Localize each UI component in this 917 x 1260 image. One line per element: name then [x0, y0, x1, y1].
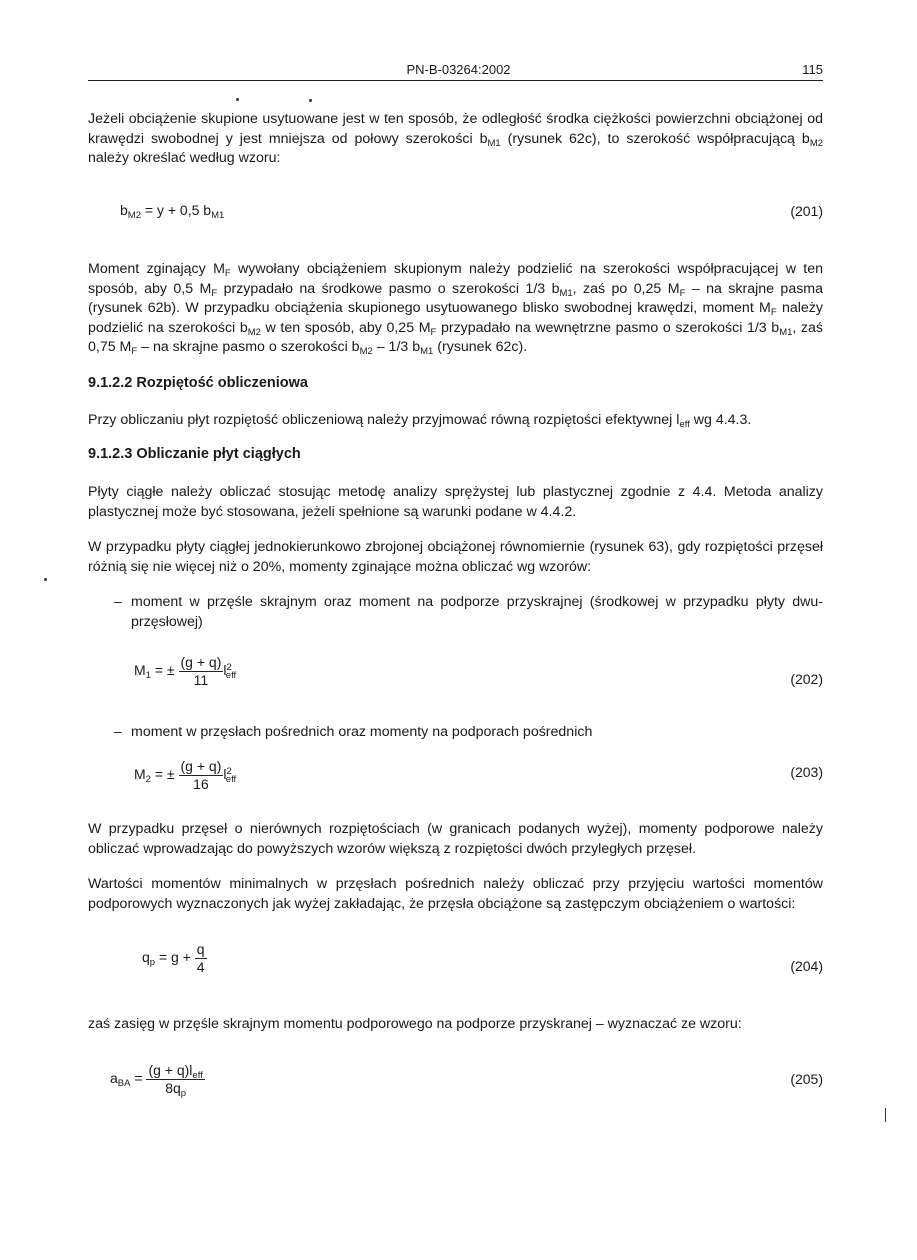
paragraph-intro: Jeżeli obciążenie skupione usytuowane jest w ten sposób, że odległość środka ciężkości powierzchni obciążonej od krawędzi swobodnej y jest mniejsza od połowy szerokości $b_{M1}$ (rysunek 62c), to szerokość współpracującą $b_{M2}$ należy określać według wzoru: [88, 111, 824, 166]
fraction: $\frac{q}{4}$ [196, 941, 205, 975]
bullet-intermediate-span-moment: moment w przęsłach pośrednich oraz momenty na podporach pośrednich [131, 724, 593, 740]
header-rule [88, 80, 823, 81]
scan-speck [44, 578, 47, 581]
equation-205: $a_{BA}$ = $\frac{(g + q)l_{eff}}{8q_p}$ [110, 1062, 203, 1099]
equation-number-201: (201) [790, 203, 823, 219]
page-number: 115 [802, 62, 823, 77]
equation-number-202: (202) [790, 671, 823, 687]
fraction: $\frac{(g + q)l_{eff}}{8q_p}$ [148, 1062, 203, 1099]
equation-number-205: (205) [790, 1071, 823, 1087]
scan-speck [309, 99, 312, 102]
equation-201: $b_{M2} = y + 0,5$ $b_{M1}$ [120, 202, 225, 221]
paragraph-analysis-method: Płyty ciągłe należy obliczać stosując metodę analizy sprężystej lub plastycznej zgodnie z 4.4. Metoda analizy plastycznej może być stosowana, jeżeli spełnione są warunki podane w 4.4.2. [88, 484, 823, 520]
equation-202: $M_1$ = ± $\frac{(g + q)}{11}$ $l^2_{eff}$ [134, 654, 237, 688]
equation-number-203: (203) [790, 764, 823, 780]
bullet-end-span-moment: moment w przęśle skrajnym oraz moment na podporze przyskrajnej (środkowej w przypadku płyty dwu-przęsłowej) [131, 594, 823, 630]
document-standard-id: PN-B-03264:2002 [406, 62, 511, 77]
equation-number-204: (204) [790, 958, 823, 974]
bullet-dash: – [114, 723, 122, 739]
paragraph-span: Przy obliczaniu płyt rozpiętość obliczeniową należy przyjmować równą rozpiętości efektywnej $l_{eff}$ wg 4.4.3. [88, 412, 752, 430]
equation-204: $q_p = g$ + $\frac{q}{4}$ [142, 941, 205, 975]
paragraph-continuous-slab: W przypadku płyty ciągłej jednokierunkowo zbrojonej obciążonej równomiernie (rysunek 63), gdy rozpiętości przęseł różnią się nie więcej niż o 20%, momenty zginające można obliczać wg wzorów: [88, 539, 823, 575]
paragraph-moment-distribution: Moment zginający $M_F$ wywołany obciążeniem skupionym należy podzielić na szerokości współpracującej w ten sposób, aby 0,5 $M_F$ przypadało na środkowe pasmo o szerokości 1/3 $b_{M1}$, zaś po 0,25 $M_F$ – na skrajne pasma (rysunek 62b). W przypadku obciążenia skupionego usytuowanego blisko swobodnej krawędzi, moment $M_F$ należy podzielić na szerokości $b_{M2}$ w ten sposób, aby 0,25 $M_F$ przypadało na wewnętrzne pasmo o szerokości 1/3 $b_{M1}$, zaś 0,75 $M_F$ – na skrajne pasmo o szerokości $b_{M2} - 1/3$ $b_{M1}$ (rysunek 62c). [88, 261, 824, 357]
paragraph-minimum-moments: Wartości momentów minimalnych w przęsłach pośrednich należy obliczać przy przyjęciu wartości momentów podporowych wyznaczonych jak wyżej zakładając, że przęsła obciążone są zastępczym obciążeniem o wartości: [88, 876, 823, 912]
paragraph-support-moment-range: zaś zasięg w przęśle skrajnym momentu podporowego na podporze przyskranej – wyznaczać ze wzoru: [88, 1016, 742, 1032]
scan-speck [236, 98, 239, 101]
scan-mark [885, 1108, 886, 1122]
equation-203: $M_2$ = ± $\frac{(g + q)}{16}$ $l^2_{eff}$ [134, 758, 237, 792]
section-heading-9-1-2-3: 9.1.2.3 Obliczanie płyt ciągłych [88, 446, 301, 462]
fraction: $\frac{(g + q)}{16}$ [180, 758, 222, 792]
bullet-dash: – [114, 593, 122, 609]
fraction: $\frac{(g + q)}{11}$ [180, 654, 222, 688]
section-heading-9-1-2-2: 9.1.2.2 Rozpiętość obliczeniowa [88, 375, 308, 391]
paragraph-unequal-spans: W przypadku przęseł o nierównych rozpiętościach (w granicach podanych wyżej), momenty podporowe należy obliczać wprowadzając do powyższych wzorów większą z rozpiętości dwóch przyległych przęseł. [88, 821, 823, 857]
